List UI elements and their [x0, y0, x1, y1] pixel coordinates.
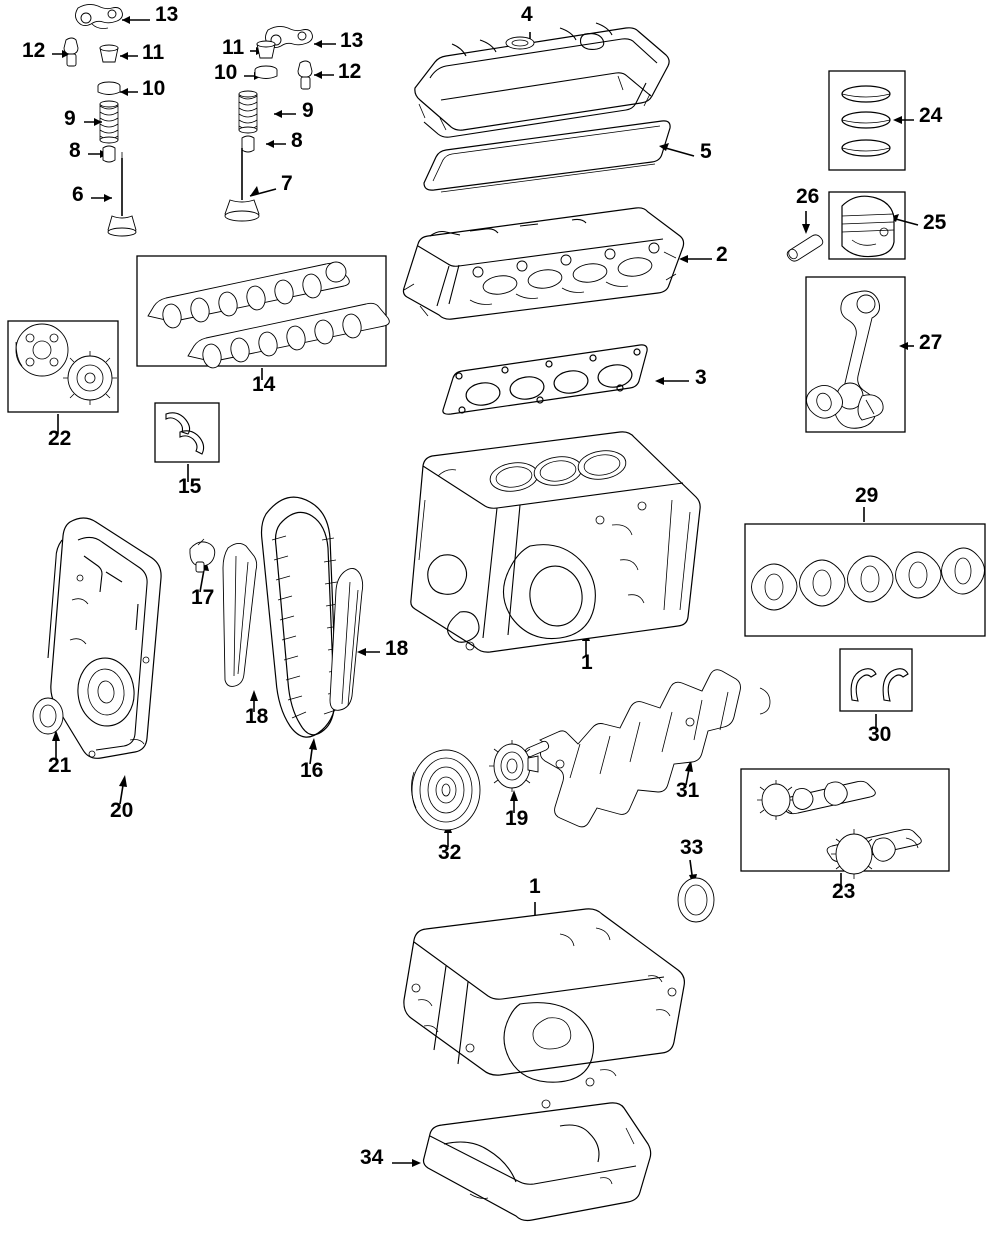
callout-34: 34 [360, 1146, 384, 1169]
callout-26: 26 [796, 185, 820, 208]
callout-32: 32 [438, 841, 462, 864]
crankshaft-31 [525, 670, 770, 827]
callout-2: 2 [716, 243, 728, 266]
oil-pan-34 [424, 1100, 651, 1221]
callout-13-left: 13 [155, 3, 179, 26]
callout-7: 7 [281, 172, 293, 195]
cylinder-head-cover-4 [415, 23, 669, 137]
callout-18-left: 18 [245, 705, 269, 728]
timing-cover-20 [48, 518, 161, 758]
callout-11-left: 11 [142, 41, 165, 64]
callout-16: 16 [300, 759, 324, 782]
head-cover-gasket-5 [424, 121, 670, 192]
thrust-washers-30 [851, 669, 908, 701]
cylinder-block-1 [411, 432, 700, 652]
balance-shafts-23 [757, 780, 921, 879]
callout-10-left: 10 [142, 77, 166, 100]
crank-seal-21 [33, 698, 63, 734]
callout-15: 15 [178, 475, 202, 498]
callout-27: 27 [919, 331, 943, 354]
callout-8-right: 8 [291, 129, 303, 152]
callout-1-pan: 1 [529, 875, 541, 898]
callout-33: 33 [680, 836, 704, 859]
callout-12-left: 12 [22, 39, 46, 62]
vvt-sprocket-22 [16, 324, 117, 405]
piston-rings-24 [842, 86, 890, 156]
bearings-15 [166, 413, 204, 454]
callout-11-right: 11 [222, 36, 245, 59]
callout-3: 3 [695, 366, 707, 389]
callout-14: 14 [252, 373, 276, 396]
crank-pulley-32 [411, 750, 480, 830]
sensor-17 [190, 539, 215, 572]
callout-22: 22 [48, 427, 72, 450]
callout-21: 21 [48, 754, 72, 777]
chain-guide-18-left [223, 543, 257, 686]
connecting-rod-27 [806, 291, 883, 428]
callout-19: 19 [505, 807, 529, 830]
callout-23: 23 [832, 880, 856, 903]
oil-pan-upper-1 [404, 909, 685, 1086]
piston-25 [842, 196, 894, 256]
callout-6: 6 [72, 183, 84, 206]
piston-pin-26 [787, 235, 823, 261]
callout-12-right: 12 [338, 60, 362, 83]
chain-guide-18-right [330, 568, 363, 710]
callout-24: 24 [919, 104, 943, 127]
callout-9-right: 9 [302, 99, 314, 122]
callout-13-right: 13 [340, 29, 364, 52]
cylinder-head-2 [403, 208, 683, 319]
callout-1-block: 1 [581, 651, 593, 674]
callout-31: 31 [676, 779, 700, 802]
callout-18-right: 18 [385, 637, 409, 660]
callout-4: 4 [521, 3, 533, 26]
rear-main-seal-33 [678, 878, 714, 922]
callout-8-left: 8 [69, 139, 81, 162]
callout-25: 25 [923, 211, 947, 234]
callout-10-right: 10 [214, 61, 238, 84]
callout-5: 5 [700, 140, 712, 163]
head-gasket-3 [443, 345, 647, 414]
callout-20: 20 [110, 799, 134, 822]
callout-9-left: 9 [64, 107, 76, 130]
camshafts-14 [148, 262, 389, 370]
callout-17: 17 [191, 586, 215, 609]
callout-29: 29 [855, 484, 879, 507]
callout-30: 30 [868, 723, 892, 746]
main-bearings-29 [752, 548, 985, 610]
timing-chain-16 [262, 497, 342, 737]
